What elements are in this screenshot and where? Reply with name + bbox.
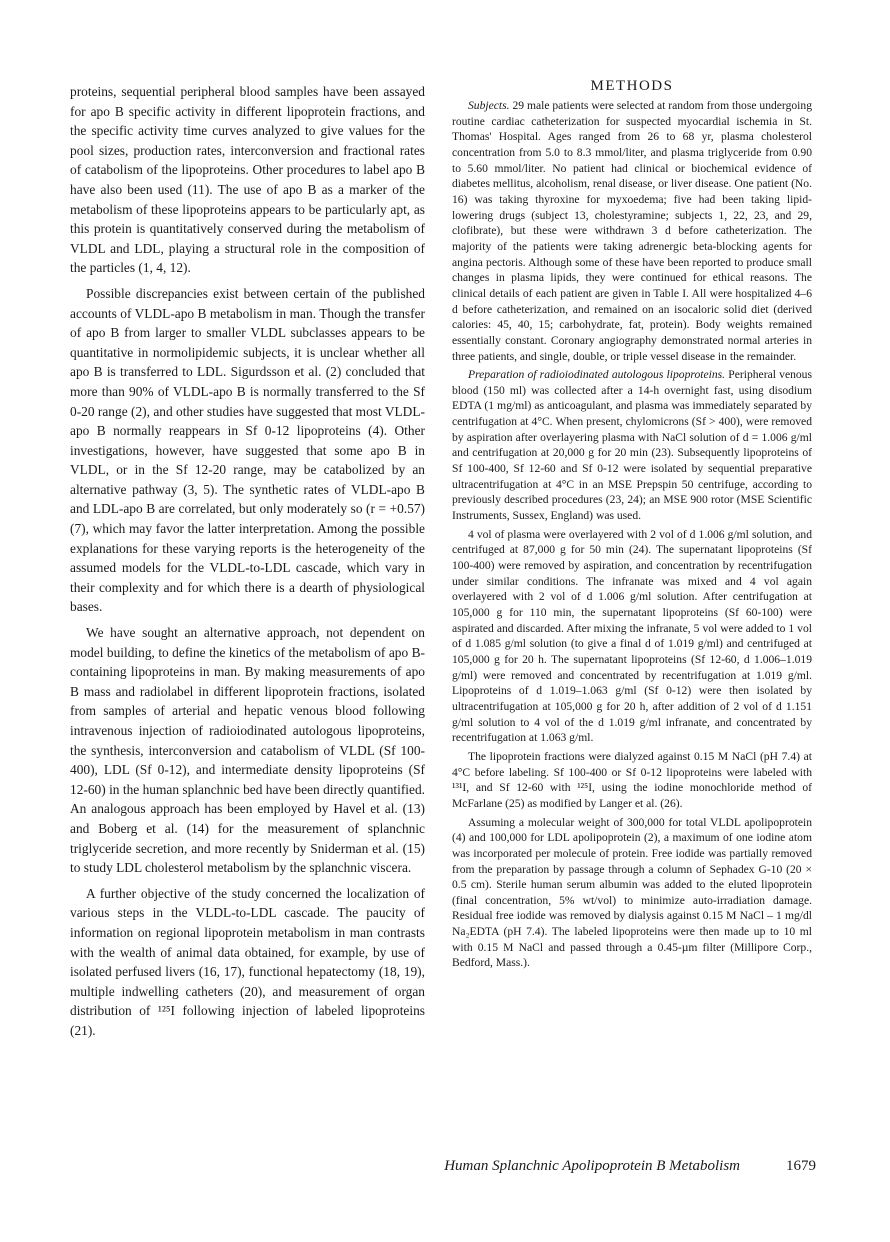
paragraph-discrepancies: Possible discrepancies exist between certain of the published accounts of VLDL-apo B metabolism in man. Though the transfer of apo B from larger to smaller VLDL subclasses appears to be quantitative in normolipidemic subjects, it is unclear whether all apo B is transferred to LDL. Sigurdsson et al. (2) concluded that more than 90% of VLDL-apo B is normally transferred to the Sf 0-20 range (2), and other studies have suggested that most VLDL-apo B normally reappears in Sf 0-12 lipoproteins (4). Other investigations, however, have suggested that some apo B in VLDL, or in the Sf 12-20 range, may be catabolized by an alternative pathway (3, 5). The synthetic rates of VLDL-apo B and LDL-apo B are correlated, but only moderately so (r = +0.57) (7), which may favor the latter interpretation. Among the possible explanations for these varying reports is the heterogeneity of the assumed models for the VLDL-to-LDL cascade, which vary in their complexity and for which there is a dearth of physiological bases. bbox=[70, 285, 425, 615]
paragraph-approach: We have sought an alternative approach, not dependent on model building, to define the kinetics of the metabolism of apo B-containing lipoproteins in man. By making measurements of apo B mass and radiolabel in different lipoprotein fractions, isolated from samples of arterial and hepatic venous blood following intravenous injection of radioiodinated autologous lipoproteins, the synthesis, interconversion and catabolism of VLDL (Sf 100-400), LDL (Sf 0-12), and intermediate density lipoproteins (Sf 12-60) in the human splanchnic bed have been directly quantified. An analogous approach has been employed by Havel et al. (13) and Boberg et al. (14) for the measurement of splanchnic triglyceride secretion, and more recently by Sniderman et al. (15) to study LDL cholesterol metabolism by the splanchnic viscera. bbox=[70, 625, 425, 876]
paragraph-preparation bbox=[452, 367, 812, 524]
preparation-lead: Preparation of radioiodinated autologous lipoproteins. bbox=[468, 368, 726, 382]
methods-heading: METHODS bbox=[590, 78, 674, 94]
preparation-text: Peripheral venous blood (150 ml) was collected after a 14-h overnight fast, using disodium EDTA (1 mg/ml) as anticoagulant, and plasma was immediately separated by centrifugation at 4°C. When present, chylomicrons (Sf > 400), were removed by aspiration after overlayering plasma with NaCl solution of d = 1.006 g/ml and centrifugation at 20,000 g for 20 min (23). Subsequently lipoproteins of Sf 100-400, Sf 12-60 and Sf 0-12 were isolated by sequential preparative ultracentrifugation at 4°C in an MSE Prepspin 50 centrifuge, according to previously described procedures (23, 24); an MSE 900 rotor (MSE Scientific Instruments, Sussex, England) was used. bbox=[452, 368, 812, 523]
right-column bbox=[452, 98, 812, 971]
paragraph-objective: A further objective of the study concerned the localization of various steps in the VLDL-to-LDL cascade. The paucity of information on regional lipoprotein metabolism in man contrasts with the wealth of animal data obtained, for example, by use of isolated perfused livers (16, 17), functional hepatectomy (18, 19), multiple indwelling catheters (20), and measurement of organ distribution of ¹²⁵I following injection of labeled lipoproteins (21). bbox=[70, 885, 425, 1038]
paragraph-molecular-weight: Assuming a molecular weight of 300,000 for total VLDL apolipoprotein (4) and 100,000 for LDL apolipoprotein (2), a maximum of one iodine atom was incorporated per molecule of protein. Free iodide was partially removed from the preparation by passage through a column of Sephadex G-10 (20 × 0.5 cm). Sterile human serum albumin was added to the eluted lipoprotein (final concentration, 5% wt/vol) to minimize auto-irradiation damage. Residual free iodide was removed by dialysis against 0.15 M NaCl – 1 mg/dl Na₂EDTA (pH 7.4). The labeled lipoproteins were then made up to 10 ml with 0.15 M NaCl and passed through a 0.45-µm filter (Millipore Corp., Bedford, Mass.). bbox=[452, 815, 812, 970]
paragraph-intro-continued: proteins, sequential peripheral blood samples have been assayed for apo B specific activity in different lipoprotein fractions, and the specific activity time curves analyzed to give values for the pool sizes, production rates, interconversion and fractional rates of catabolism of the lipoproteins. Other procedures to label apo B have also been used (11). The use of apo B as a marker of the metabolism of these lipoproteins appears to be particularly apt, as this protein is quantitatively conserved during the metabolism of VLDL and LDL, playing a structural role in the composition of the particles (1, 4, 12). bbox=[70, 84, 425, 276]
paragraph-subjects bbox=[452, 98, 812, 364]
left-column bbox=[70, 82, 425, 1041]
running-title: Human Splanchnic Apolipoprotein B Metabolism bbox=[444, 1158, 740, 1174]
paragraph-plasma-overlay: 4 vol of plasma were overlayered with 2 vol of d 1.006 g/ml solution, and centrifuged at 87,000 g for 50 min (24). The supernatant lipoproteins (Sf 100-400) were removed by aspiration, and concentration by recentrifugation under similar conditions. The infranate was mixed and 4 vol again overlayered with 2 vol of d 1.006 g/ml solution. After centrifugation at 105,000 g for 110 min, the supernatant lipoproteins (Sf 60-100) were aspirated and discarded. After mixing the infranate, 5 vol were added to 1 vol of d 1.085 g/ml solution (to give a final d of 1.019 g/ml) and centrifuged at 105,000 g for 20 h. The supernatant lipoproteins (Sf 12-60, d 1.006–1.019 g/ml) were removed and concentrated by recentrifugation at 1.019 g/ml. Lipoproteins of d 1.019–1.063 g/ml (Sf 0-12) were then isolated by ultracentrifugation at 105,000 g for 20 h, after addition of 2 vol of d 1.151 g/ml solution to 4 vol of the d 1.019 g/ml infranate, and concentrated by recentrifugation at 1.063 g/ml. bbox=[452, 527, 812, 745]
page-number: 1679 bbox=[786, 1158, 816, 1174]
subjects-lead: Subjects. bbox=[468, 99, 510, 112]
subjects-text: 29 male patients were selected at random from those undergoing routine cardiac catheterization for suspected myocardial ischemia in St. Thomas' Hospital. Ages ranged from 26 to 68 yr, plasma cholesterol concentration from 5.0 to 8.3 mmol/liter, and plasma triglyceride from 0.90 to 5.60 mmol/liter. No patient had clinical or biochemical evidence of diabetes mellitus, alcoholism, renal disease, or liver disease. One patient (No. 16) was taking thyroxine for myxoedema; five had been taking lipid-lowering drugs (subject 13, cholestyramine; subjects 1, 22, 23, and 29, clofibrate), but these were withdrawn 3 d before catheterization. The majority of the patients were taking adrenergic beta-blocking agents for angina pectoris. Although some of these have been reported to produce small changes in plasma lipids, they were continued for ethical reasons. The clinical details of each patient are given in Table I. All were hospitalized 4–6 d before catheterization, and remained on an isocaloric solid diet (derived calories: 45, 40, 15; carbohydrate, fat, protein). Body weights remained essentially constant. Coronary angiography demonstrated normal arteries in three patients, and single, double, or triple vessel disease in the remainder. bbox=[452, 99, 812, 363]
paragraph-dialysis: The lipoprotein fractions were dialyzed against 0.15 M NaCl (pH 7.4) at 4°C before labeling. Sf 100-400 or Sf 0-12 lipoproteins were labeled with ¹³¹I, and Sf 12-60 with ¹²⁵I, using the iodine monochloride method of McFarlane (25) as modified by Langer et al. (26). bbox=[452, 749, 812, 810]
